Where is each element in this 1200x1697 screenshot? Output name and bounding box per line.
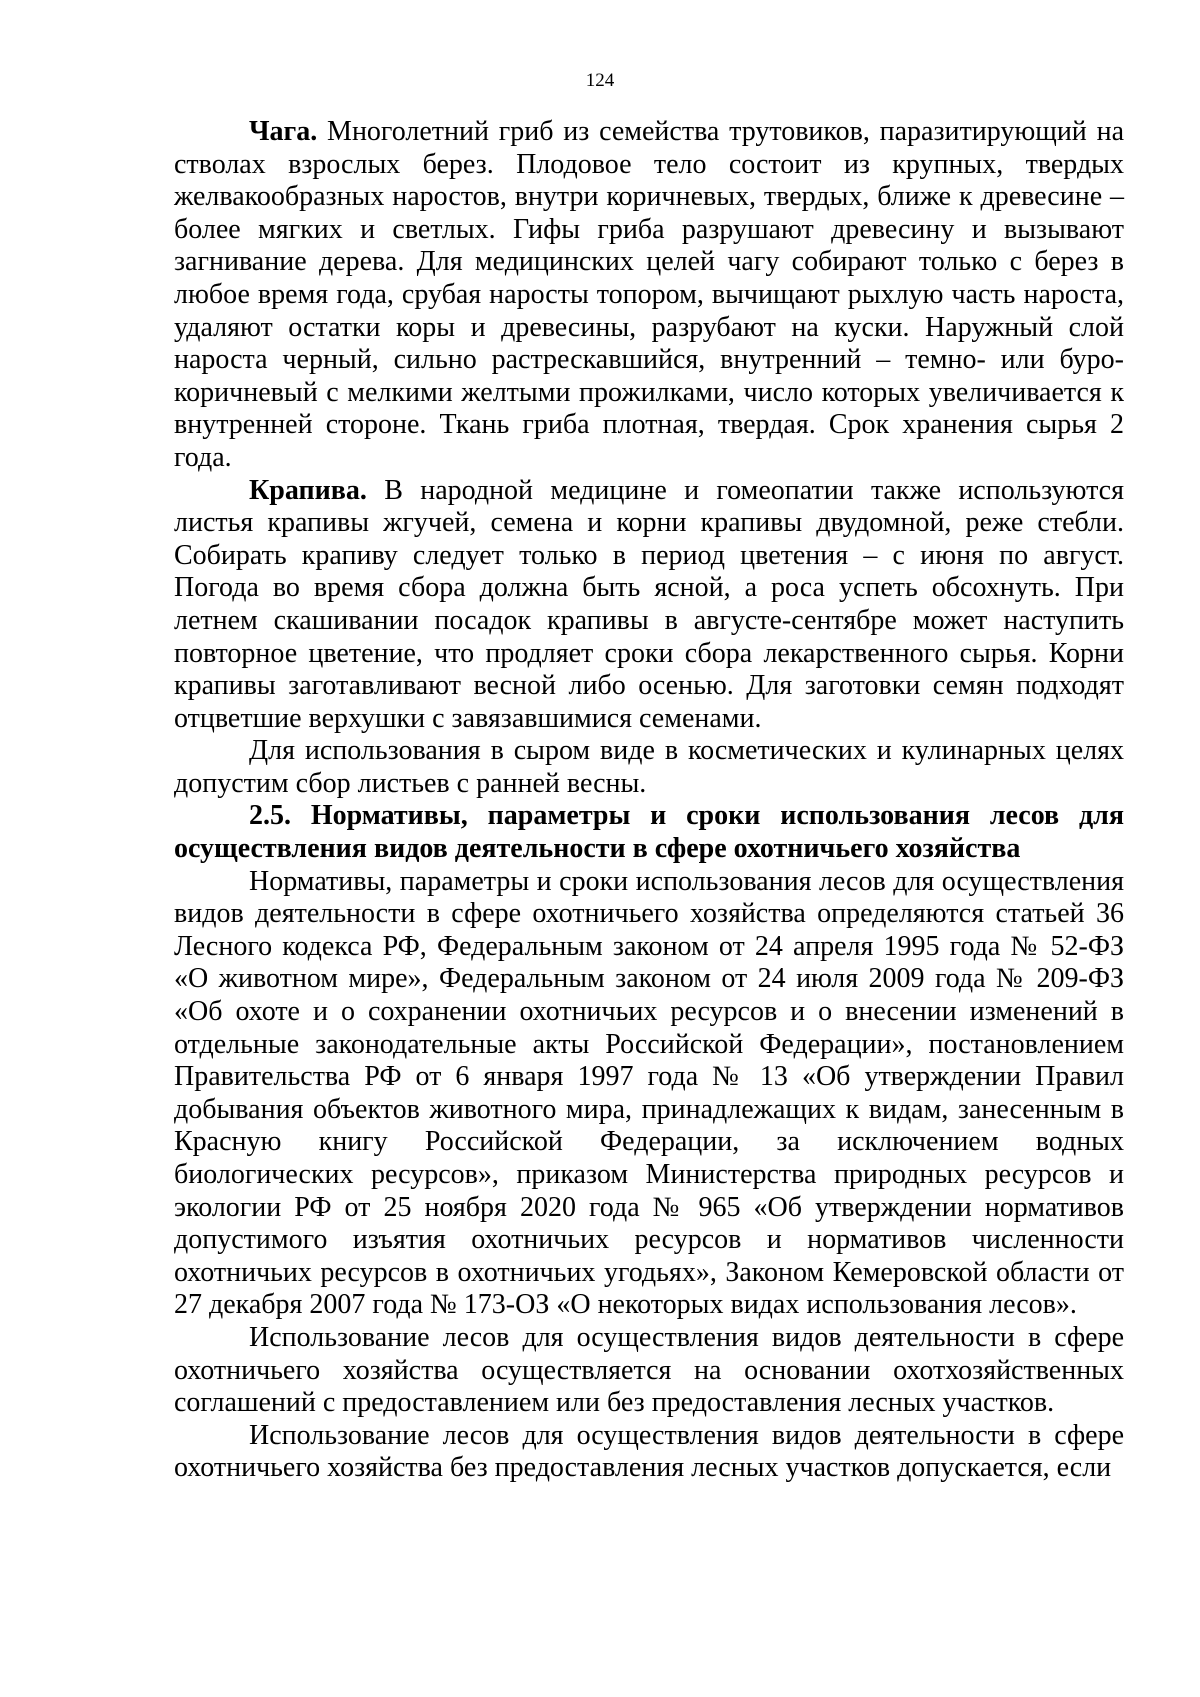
paragraph-agreements: Использование лесов для осуществления видов деятельности в сфере охотничьего хозяйства осуществляется на основании охотхозяйственных соглашений с предоставлением или без предоставления лесных участков. [174, 1321, 1124, 1419]
term-chaga: Чага. [249, 116, 318, 147]
term-krapiva: Крапива. [249, 474, 367, 506]
paragraph-krapiva [174, 475, 1124, 736]
paragraph-krapiva-text: В народной медицине и гомеопатии также используются листья крапивы жгучей, семена и корни крапивы двудомной, реже стебли. Собирать крапиву следует только в период цветения – с июня по август. Погода во время сбора должна быть ясной, а роса успеть обсохнуть. При летнем скашивании посадок крапивы в августе-сентябре может наступить повторное цветение, что продляет сроки сбора лекарственного сырья. Корни крапивы заготавливают весной либо осенью. Для заготовки семян подходят отцветшие верхушки с завязавшимися семенами. [174, 474, 1124, 734]
paragraph-krapiva-raw: Для использования в сыром виде в косметических и кулинарных целях допустим сбор листьев с ранней весны. [174, 735, 1124, 799]
section-heading: 2.5. Нормативы, параметры и сроки использования лесов для осуществления видов деятельности в сфере охотничьего хозяйства [174, 800, 1124, 865]
paragraph-chaga [174, 116, 1124, 475]
paragraph-without-plots: Использование лесов для осуществления видов деятельности в сфере охотничьего хозяйства без предоставления лесных участков допускается, если [174, 1419, 1124, 1484]
paragraph-chaga-text: Многолетний гриб из семейства трутовиков, паразитирующий на стволах взрослых берез. Плодовое тело состоит из крупных, твердых желвакообразных наростов, внутри коричневых, твердых, ближе к древесине – более мягких и светлых. Гифы гриба разрушают древесину и вызывают загнивание дерева. Для медицинских целей чагу собирают только с берез в любое время года, срубая наросты топором, вычищают рыхлую часть нароста, удаляют остатки коры и древесины, разрубают на куски. Наружный слой нароста черный, сильно растрескавшийся, внутренний – темно- или буро-коричневый с мелкими желтыми прожилками, число которых увеличивается к внутренней стороне. Ткань гриба плотная, твердая. Срок хранения сырья 2 года. [174, 116, 1124, 473]
page-number: 124 [585, 70, 615, 91]
paragraph-normatives: Нормативы, параметры и сроки использования лесов для осуществления видов деятельности в сфере охотничьего хозяйства определяются статьей 36 Лесного кодекса РФ, Федеральным законом от 24 апреля 1995 года № 52-ФЗ «О животном мире», Федеральным законом от 24 июля 2009 года № 209-ФЗ «Об охоте и о сохранении охотничьих ресурсов и о внесении изменений в отдельные законодательные акты Российской Федерации», постановлением Правительства РФ от 6 января 1997 года № 13 «Об утверждении Правил добывания объектов животного мира, принадлежащих к видам, занесенным в Красную книгу Российской Федерации, за исключением водных биологических ресурсов», приказом Министерства природных ресурсов и экологии РФ от 25 ноября 2020 года № 965 «Об утверждении нормативов допустимого изъятия охотничьих ресурсов и нормативов численности охотничьих ресурсов в охотничьих угодьях», Законом Кемеровской области от 27 декабря 2007 года № 173-ОЗ «О некоторых видах использования лесов». [174, 865, 1124, 1321]
page-body [174, 116, 1124, 1485]
